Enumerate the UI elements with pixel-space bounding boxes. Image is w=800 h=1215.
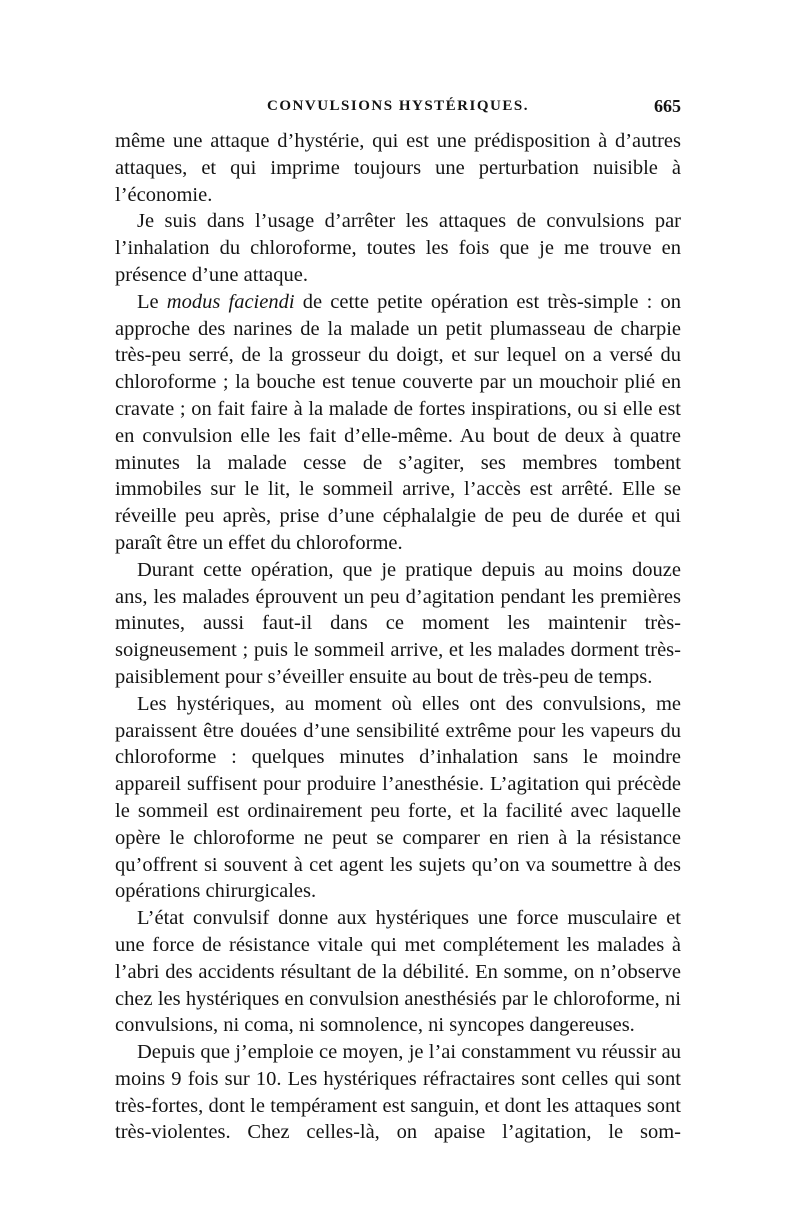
- page-header: [115, 96, 681, 124]
- paragraph: même une attaque d’hystérie, qui est une prédisposition à d’autres attaques, et qui imprime toujours une perturbation nuisible à l’économie.: [115, 130, 681, 206]
- paragraph: Les hystériques, au moment où elles ont des convulsions, me paraissent être douées d’une sensibilité extrême pour les vapeurs du chloroforme : quelques minutes d’inhalation sans le moindre appareil suffisent pour produire l’anesthésie. L’agitation qui précède le sommeil est ordinairement peu forte, et la facilité avec laquelle opère le chloroforme ne peut se comparer en rien à la résistance qu’offrent si souvent à cet agent les sujets qu’on va soumettre à des opérations chirurgicales.: [115, 692, 681, 903]
- running-title: CONVULSIONS HYSTÉRIQUES.: [267, 98, 529, 114]
- paragraph: Je suis dans l’usage d’arrêter les attaques de convulsions par l’inhalation du chloroforme, toutes les fois que je me trouve en présence d’une attaque.: [115, 210, 681, 286]
- paragraph: Durant cette opération, que je pratique depuis au moins douze ans, les malades éprouvent un peu d’agitation pendant les premières minutes, aussi faut-il dans ce moment les maintenir très-soigneusement ; puis le sommeil arrive, et les malades dorment très-paisiblement pour s’éveiller ensuite au bout de très-peu de temps.: [115, 558, 681, 688]
- body-text: [115, 128, 681, 1146]
- paragraph-text: de cette petite opération est très-simple : on approche des narines de la malade un petit plumasseau de charpie très-peu serré, de la grosseur du doigt, et sur lequel on a versé du chloroforme ; la bouche est tenue couverte par un mouchoir plié en cravate ; on fait faire à la malade de fortes inspirations, ou si elle est en convulsion elle les fait d’elle-même. Au bout de deux à quatre minutes la malade cesse de s’agiter, ses membres tombent immobiles sur le lit, le sommeil arrive, l’accès est arrêté. Elle se réveille peu après, prise d’une céphalalgie de peu de durée et qui paraît être un effet du chloroforme.: [115, 290, 681, 554]
- paragraph-lead: Le: [137, 290, 167, 313]
- page-number: 665: [654, 96, 681, 116]
- paragraph: Depuis que j’emploie ce moyen, je l’ai constamment vu réussir au moins 9 fois sur 10. Les hystériques réfractaires sont celles qui sont très-fortes, dont le tempérament est sanguin, et dont les attaques sont très-violentes. Chez celles-là, on apaise l’agitation, le som-: [115, 1041, 681, 1144]
- paragraph: [115, 289, 681, 557]
- latin-phrase: modus faciendi: [166, 290, 295, 313]
- paragraph: L’état convulsif donne aux hystériques une force musculaire et une force de résistance vitale qui met complétement les malades à l’abri des accidents résultant de la débilité. En somme, on n’observe chez les hystériques en convulsion anesthésiés par le chloroforme, ni convulsions, ni coma, ni somnolence, ni syncopes dangereuses.: [115, 907, 681, 1037]
